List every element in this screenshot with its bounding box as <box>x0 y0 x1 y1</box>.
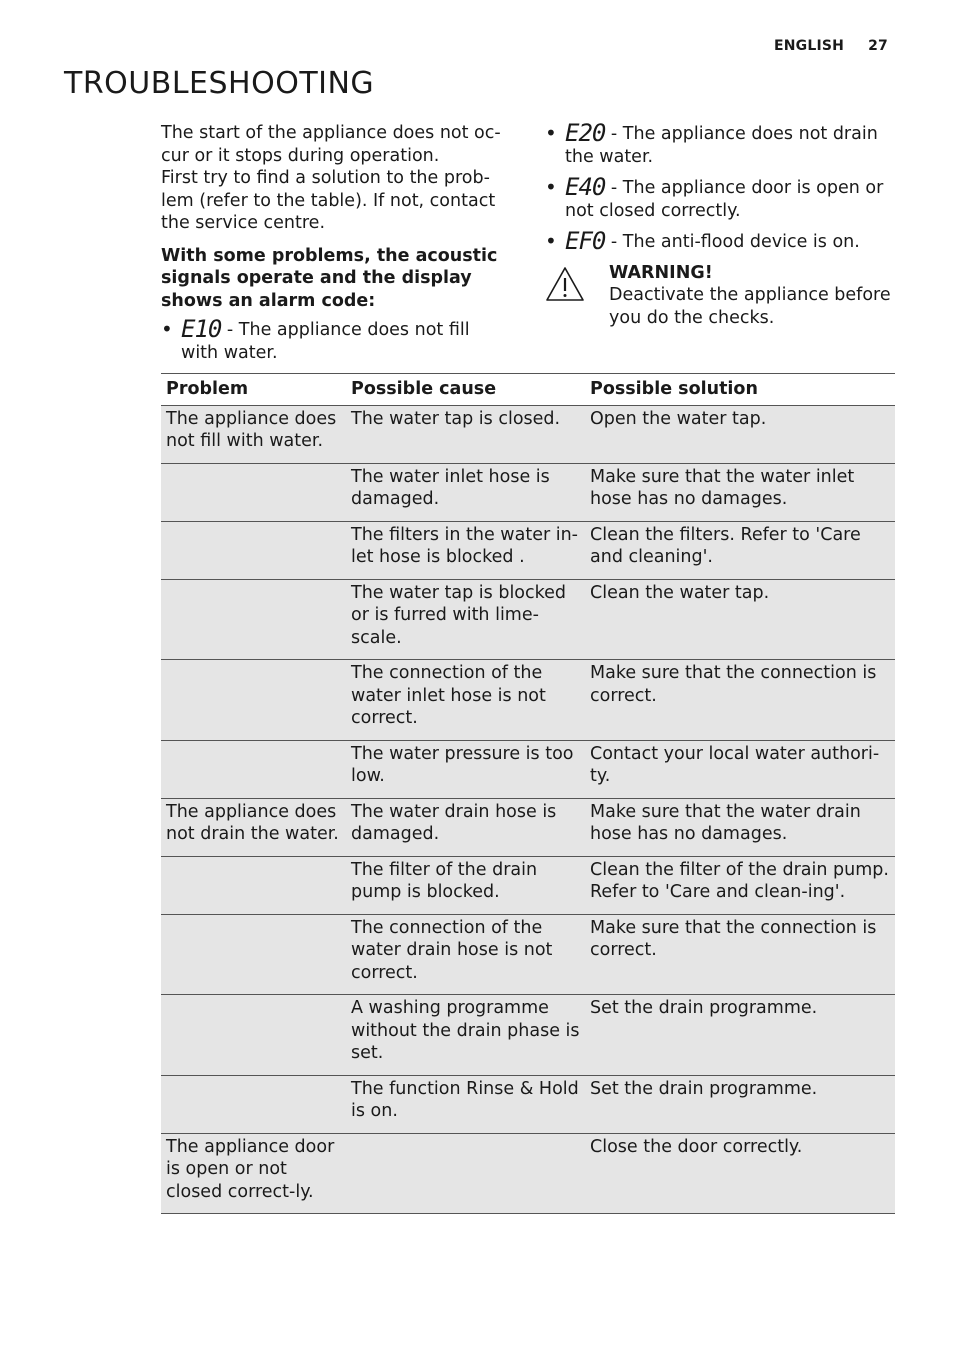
table-row <box>161 521 895 579</box>
solution-cell: Clean the water tap. <box>585 579 895 660</box>
intro-paragraph-2: First try to find a solution to the prob-lem (refer to the table). If not, contact the service centre. <box>161 168 496 233</box>
alarm-note: With some problems, the acoustic signals operate and the display shows an alarm code: <box>161 245 498 311</box>
alarm-code-item <box>545 119 897 168</box>
alarm-code-text: - The appliance does not fill with water. <box>181 320 470 363</box>
table-row <box>161 579 895 660</box>
language-label: ENGLISH <box>774 38 845 54</box>
problem-cell <box>161 914 346 995</box>
alarm-code-text: - The anti-flood device is on. <box>605 232 860 252</box>
warning-text: Deactivate the appliance before you do the checks. <box>609 285 891 328</box>
cause-cell: The filter of the drain pump is blocked. <box>346 856 585 914</box>
solution-cell: Make sure that the connection is correct. <box>585 914 895 995</box>
solution-cell: Make sure that the water drain hose has no damages. <box>585 798 895 856</box>
solution-cell: Close the door correctly. <box>585 1133 895 1214</box>
table-row <box>161 463 895 521</box>
codes-column <box>545 119 897 329</box>
problem-cell <box>161 1075 346 1133</box>
table-row <box>161 740 895 798</box>
page-title: TROUBLESHOOTING <box>64 66 375 101</box>
alarm-code: E10 <box>181 315 222 343</box>
cause-cell: The water pressure is too low. <box>346 740 585 798</box>
alarm-code-item <box>545 227 897 255</box>
alarm-code-list-left <box>161 315 509 364</box>
warning-title: WARNING! <box>609 262 713 283</box>
warning-triangle-icon <box>545 266 585 302</box>
column-header-cause: Possible cause <box>346 374 585 406</box>
cause-cell: The water tap is closed. <box>346 405 585 463</box>
cause-cell: The water tap is blocked or is furred with lime-scale. <box>346 579 585 660</box>
alarm-code-item <box>161 315 509 364</box>
table-row <box>161 798 895 856</box>
cause-cell: The water inlet hose is damaged. <box>346 463 585 521</box>
table-body <box>161 405 895 1214</box>
alarm-code-list-right <box>545 119 897 255</box>
troubleshooting-table <box>161 373 895 1214</box>
table-row <box>161 856 895 914</box>
alarm-code-item <box>545 173 897 222</box>
table-header <box>161 374 895 406</box>
solution-cell: Clean the filters. Refer to 'Care and cleaning'. <box>585 521 895 579</box>
cause-cell: A washing programme without the drain phase is set. <box>346 995 585 1076</box>
problem-cell <box>161 521 346 579</box>
cause-cell: The connection of the water inlet hose is not correct. <box>346 660 585 741</box>
table-row <box>161 405 895 463</box>
alarm-code-text: - The appliance door is open or not closed correctly. <box>565 178 884 221</box>
table-row <box>161 660 895 741</box>
solution-cell: Set the drain programme. <box>585 1075 895 1133</box>
alarm-code-text: - The appliance does not drain the water. <box>565 124 878 167</box>
alarm-code: E20 <box>565 119 606 147</box>
solution-cell: Set the drain programme. <box>585 995 895 1076</box>
table-header-row <box>161 374 895 406</box>
solution-cell: Make sure that the water inlet hose has no damages. <box>585 463 895 521</box>
table-row <box>161 1075 895 1133</box>
intro-paragraph-1: The start of the appliance does not oc-cur or it stops during operation. <box>161 123 501 166</box>
solution-cell: Make sure that the connection is correct. <box>585 660 895 741</box>
solution-cell: Clean the filter of the drain pump. Refer to 'Care and clean-ing'. <box>585 856 895 914</box>
alarm-code: EF0 <box>565 227 606 255</box>
table-row <box>161 995 895 1076</box>
cause-cell <box>346 1133 585 1214</box>
problem-cell <box>161 579 346 660</box>
problem-cell: The appliance does not drain the water. <box>161 798 346 856</box>
problem-cell: The appliance does not fill with water. <box>161 405 346 463</box>
page-number: 27 <box>868 38 888 54</box>
problem-cell <box>161 463 346 521</box>
table-row <box>161 1133 895 1214</box>
problem-cell <box>161 740 346 798</box>
warning-box <box>545 262 897 330</box>
cause-cell: The connection of the water drain hose is not correct. <box>346 914 585 995</box>
solution-cell: Open the water tap. <box>585 405 895 463</box>
cause-cell: The water drain hose is damaged. <box>346 798 585 856</box>
problem-cell: The appliance door is open or not closed correct-ly. <box>161 1133 346 1214</box>
intro-column <box>161 122 509 372</box>
problem-cell <box>161 995 346 1076</box>
solution-cell: Contact your local water authori-ty. <box>585 740 895 798</box>
problem-cell <box>161 660 346 741</box>
cause-cell: The filters in the water in-let hose is blocked . <box>346 521 585 579</box>
table-row <box>161 914 895 995</box>
alarm-code: E40 <box>565 173 606 201</box>
page-header <box>750 38 888 54</box>
problem-cell <box>161 856 346 914</box>
column-header-problem: Problem <box>161 374 346 406</box>
column-header-solution: Possible solution <box>585 374 895 406</box>
cause-cell: The function Rinse & Hold is on. <box>346 1075 585 1133</box>
